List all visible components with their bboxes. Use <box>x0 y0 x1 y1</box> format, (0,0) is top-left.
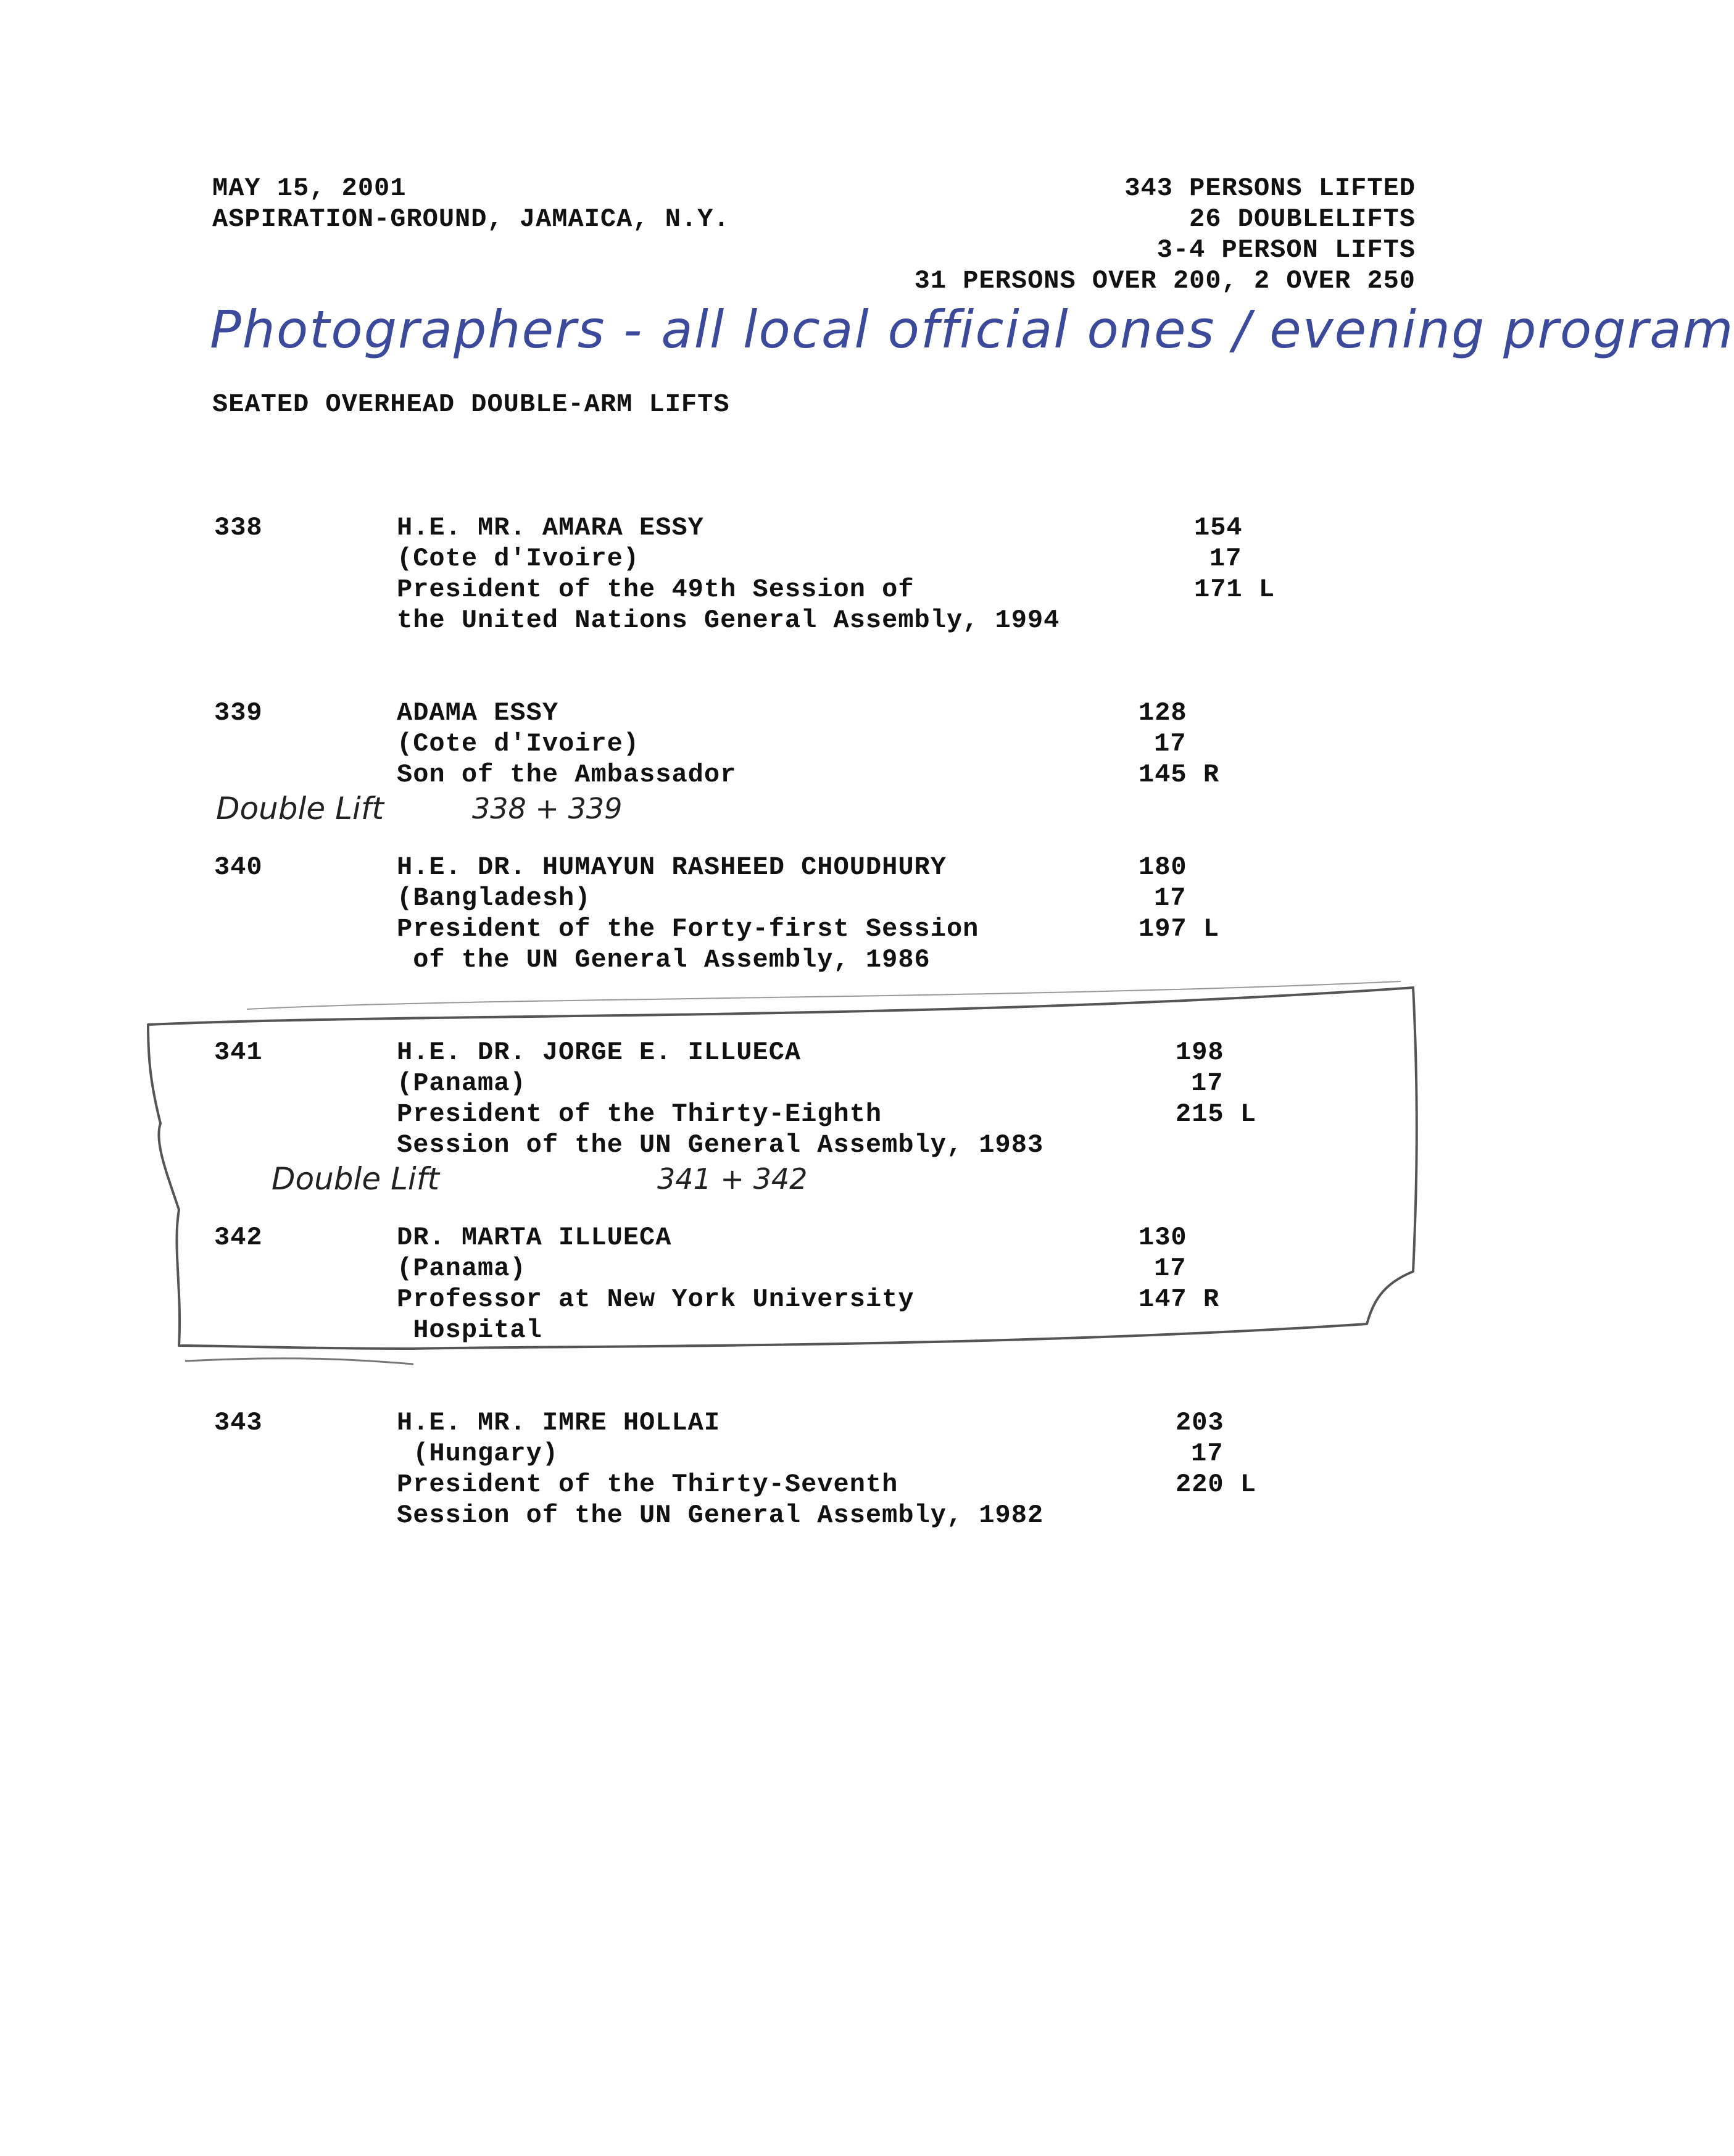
handwritten-note: Photographers - all local official ones / evening program <box>210 299 1734 360</box>
entry-description: Hospital <box>397 1315 542 1345</box>
entry-weight: 180 <box>1139 852 1187 882</box>
entry-weight-total: 215 L <box>1176 1099 1257 1129</box>
entry-name: H.E. MR. IMRE HOLLAI <box>397 1408 721 1438</box>
stat-person-lifts: 3-4 PERSON LIFTS <box>1156 235 1416 265</box>
entry-country: (Cote d'Ivoire) <box>397 544 640 573</box>
entry-weight-total: 171 L <box>1194 575 1276 604</box>
entry-country: (Hungary) <box>397 1439 559 1468</box>
entry-country: (Panama) <box>397 1254 526 1283</box>
entry-country: (Bangladesh) <box>397 883 591 913</box>
entry-weight-total: 197 L <box>1139 914 1220 944</box>
entry-description: President of the Thirty-Eighth <box>397 1099 882 1129</box>
entry-description: the United Nations General Assembly, 1994 <box>397 606 1060 635</box>
double-lift-pair: 341 + 342 <box>657 1162 808 1196</box>
entry-weight: 128 <box>1139 698 1187 728</box>
entry-number: 340 <box>214 852 263 882</box>
entry-weight-total: 145 R <box>1139 760 1220 789</box>
entry-weight: 17 <box>1191 1068 1224 1098</box>
entry-weight: 17 <box>1209 544 1242 573</box>
entry-name: ADAMA ESSY <box>397 698 559 728</box>
entry-number: 341 <box>214 1038 263 1067</box>
entry-weight-total: 147 R <box>1139 1284 1220 1314</box>
entry-description: President of the Thirty-Seventh <box>397 1470 898 1499</box>
entry-description: Session of the UN General Assembly, 1982 <box>397 1500 1044 1530</box>
entry-weight: 130 <box>1139 1223 1187 1252</box>
double-lift-label: Double Lift <box>216 791 384 826</box>
entry-description: President of the 49th Session of <box>397 575 915 604</box>
entry-number: 342 <box>214 1223 263 1252</box>
entry-name: H.E. DR. JORGE E. ILLUECA <box>397 1038 802 1067</box>
entry-description: President of the Forty-first Session <box>397 914 979 944</box>
entry-weight: 203 <box>1176 1408 1224 1438</box>
stat-persons-lifted: 343 PERSONS LIFTED <box>1124 173 1416 203</box>
entry-number: 338 <box>214 513 263 543</box>
double-lift-pair: 338 + 339 <box>472 792 623 825</box>
entry-name: H.E. DR. HUMAYUN RASHEED CHOUDHURY <box>397 852 947 882</box>
stat-over-200: 31 PERSONS OVER 200, 2 OVER 250 <box>914 266 1416 296</box>
entry-description: of the UN General Assembly, 1986 <box>397 945 931 975</box>
double-lift-label: Double Lift <box>272 1161 440 1197</box>
entry-weight: 17 <box>1154 883 1187 913</box>
entry-weight-total: 220 L <box>1176 1470 1257 1499</box>
entry-weight: 17 <box>1154 1254 1187 1283</box>
entry-number: 339 <box>214 698 263 728</box>
entry-description: Son of the Ambassador <box>397 760 737 789</box>
entry-country: (Cote d'Ivoire) <box>397 729 640 759</box>
entry-number: 343 <box>214 1408 263 1438</box>
location: ASPIRATION-GROUND, JAMAICA, N.Y. <box>212 204 730 234</box>
entry-description: Professor at New York University <box>397 1284 915 1314</box>
entry-description: Session of the UN General Assembly, 1983 <box>397 1130 1044 1160</box>
entry-weight: 154 <box>1194 513 1243 543</box>
stat-doublelifts: 26 DOUBLELIFTS <box>1189 204 1416 234</box>
entry-name: H.E. MR. AMARA ESSY <box>397 513 704 543</box>
date: MAY 15, 2001 <box>212 173 407 203</box>
section-title: SEATED OVERHEAD DOUBLE-ARM LIFTS <box>212 389 730 419</box>
entry-weight: 17 <box>1191 1439 1224 1468</box>
entry-weight: 198 <box>1176 1038 1224 1067</box>
entry-name: DR. MARTA ILLUECA <box>397 1223 672 1252</box>
entry-weight: 17 <box>1154 729 1187 759</box>
entry-country: (Panama) <box>397 1068 526 1098</box>
